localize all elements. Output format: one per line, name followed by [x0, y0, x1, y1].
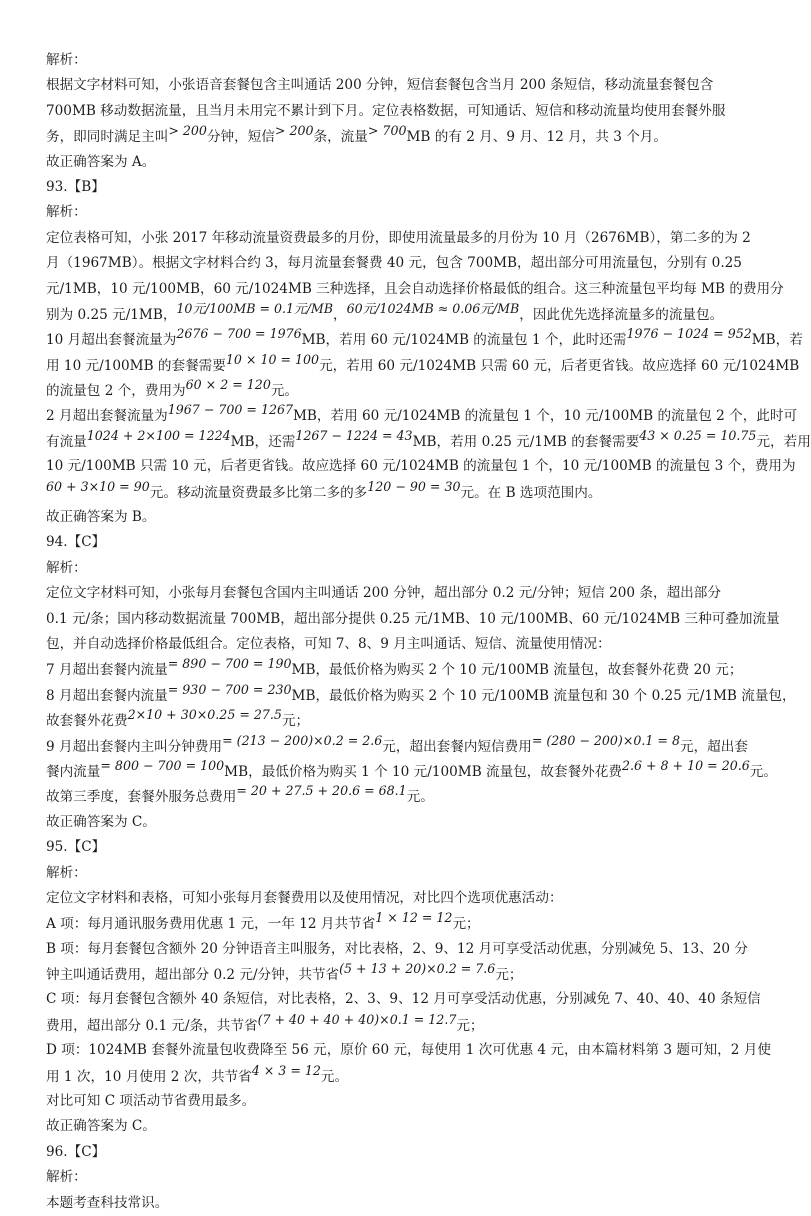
math-expression: 2×10 + 30×0.25 = 27.5: [127, 707, 282, 723]
text-segment: 解析：: [46, 204, 87, 221]
text-line: [46, 454, 796, 479]
text-line: [46, 200, 756, 225]
math-expression: 43 × 0.25 = 10.75: [639, 427, 757, 443]
math-expression: 60元/1024MB ≈ 0.06元/MB: [346, 300, 520, 316]
text-segment: 有流量: [46, 433, 87, 450]
text-line: [46, 150, 756, 175]
text-line: [46, 226, 756, 251]
math-expression: = (213 − 200)×0.2 = 2.6: [222, 732, 383, 748]
text-segment: MB 的有 2 月、9 月、12 月，共 3 个月。: [406, 129, 667, 146]
text-line: [46, 1064, 756, 1089]
text-line: [46, 657, 756, 682]
math-expression: 1 × 12 = 12: [375, 910, 453, 926]
text-segment: 用 1 次，10 月使用 2 次，共节省: [46, 1068, 252, 1085]
text-segment: 95.【C】: [46, 839, 106, 856]
math-expression: 1267 − 1224 = 43: [295, 427, 413, 443]
text-line: [46, 73, 756, 98]
text-segment: 元。: [320, 1068, 349, 1085]
text-segment: 元。移动流量资费最多比第二多的多: [149, 484, 368, 501]
math-expression: 1967 − 700 = 1267: [167, 402, 293, 418]
text-line: [46, 1191, 756, 1216]
text-segment: 条，流量: [313, 129, 368, 146]
text-segment: 分钟，短信: [206, 129, 275, 146]
text-segment: 本题考查科技常识。: [46, 1194, 169, 1211]
math-expression: 10元/100MB = 0.1元/MB: [176, 300, 334, 316]
text-line: [46, 556, 756, 581]
text-segment: 定位文字材料和表格，可知小张每月套餐费用以及使用情况，对比四个选项优惠活动：: [46, 889, 563, 906]
text-segment: 别为 0.25 元/1MB，: [46, 306, 177, 323]
text-line: [46, 937, 756, 962]
text-segment: 元，超出套餐内短信费用: [382, 738, 532, 755]
text-line: [46, 734, 756, 759]
document-body: [46, 48, 811, 1216]
text-segment: 元；: [495, 967, 523, 984]
text-segment: 元。: [749, 763, 777, 780]
text-segment: 解析：: [46, 864, 87, 881]
text-segment: 解析：: [46, 559, 87, 576]
text-segment: 钟主叫通话费用，超出部分 0.2 元/分钟，共节省: [46, 967, 340, 984]
text-segment: ，因此优先选择流量多的流量包。: [519, 306, 724, 323]
text-line: [46, 632, 756, 657]
text-segment: 定位表格可知，小张 2017 年移动流量资费最多的月份，即使用流量最多的月份为 10 月（2676MB），第二多的为 2: [46, 229, 751, 246]
math-expression: 120 − 90 = 30: [367, 478, 461, 494]
text-segment: 8 月超出套餐内流量: [46, 687, 168, 704]
text-line: [46, 1089, 756, 1114]
text-line: [46, 402, 798, 428]
text-segment: 故第三季度，套餐外服务总费用: [46, 789, 237, 806]
text-segment: 对比可知 C 项活动节省费用最多。: [46, 1093, 256, 1110]
text-line: [46, 861, 756, 886]
math-expression: 1024 + 2×100 = 1224: [86, 427, 231, 443]
text-line: [46, 530, 756, 555]
math-expression: 2.6 + 8 + 10 = 20.6: [621, 757, 750, 773]
text-segment: 元，若用: [756, 433, 811, 450]
text-segment: MB，若用 0.25 元/1MB 的套餐需要: [412, 433, 640, 450]
text-line: [46, 886, 756, 911]
math-expression: 60 + 3×10 = 90: [46, 478, 150, 494]
text-segment: 元。: [406, 789, 434, 806]
text-segment: 10 元/100MB 只需 10 元，后者更省钱。故应选择 60 元/1024MB 的流量包 1 个，10 元/100MB 的流量包 3 个，费用为: [46, 458, 796, 475]
text-line: [46, 427, 811, 454]
text-segment: 故套餐外花费: [46, 713, 128, 730]
text-segment: MB，若: [751, 332, 803, 349]
text-line: [46, 1114, 756, 1139]
text-segment: MB，最低价格为购买 2 个 10 元/100MB 流量包，故套餐外花费 20 元；: [291, 662, 743, 679]
text-line: [46, 607, 780, 632]
text-segment: 月（1967MB）。根据文字材料合约 3，每月流量套餐费 40 元，包含 700MB，超出部分可用流量包，分别有 0.25: [46, 255, 742, 272]
text-segment: C 项：每月套餐包含额外 40 条短信，对比表格，2、3、9、12 月可享受活动优惠，分别减免 7、40、40、40 条短信: [46, 991, 761, 1008]
text-line: [46, 581, 756, 606]
text-line: [46, 757, 777, 784]
text-segment: 故正确答案为 C。: [46, 1118, 156, 1135]
text-segment: 解析：: [46, 52, 87, 68]
text-segment: 元。: [270, 383, 299, 400]
math-expression: = 930 − 700 = 230: [167, 681, 292, 697]
math-expression: = 890 − 700 = 190: [167, 656, 292, 672]
text-segment: 元；: [456, 1017, 484, 1034]
math-expression: > 200: [274, 123, 314, 139]
math-expression: (5 + 13 + 20)×0.2 = 7.6: [339, 961, 496, 977]
text-segment: 务，即同时满足主叫: [46, 129, 169, 146]
text-line: [46, 99, 756, 124]
text-line: [46, 351, 800, 378]
text-line: [46, 1140, 756, 1165]
text-segment: 元，超出套: [680, 738, 748, 755]
text-segment: 元；: [281, 713, 310, 730]
text-segment: 2 月超出套餐流量为: [46, 408, 168, 425]
text-segment: MB，还需: [230, 433, 296, 450]
text-line: [46, 784, 756, 809]
text-segment: 解析：: [46, 1169, 87, 1186]
math-expression: 4 × 3 = 12: [251, 1062, 321, 1078]
text-segment: 元；: [452, 916, 480, 933]
text-line: [46, 1165, 756, 1190]
text-segment: MB，最低价格为购买 2 个 10 元/100MB 流量包和 30 个 0.25 元/1MB 流量包，: [291, 687, 796, 704]
text-line: [46, 835, 756, 860]
text-line: [46, 911, 756, 936]
text-line: [46, 708, 756, 733]
text-segment: 定位文字材料可知，小张每月套餐包含国内主叫通话 200 分钟，超出部分 0.2 元/分钟；短信 200 条，超出部分: [46, 585, 721, 602]
math-expression: 2676 − 700 = 1976: [176, 326, 302, 342]
text-line: [46, 681, 796, 708]
text-line: [46, 251, 756, 276]
text-line: [46, 326, 803, 352]
text-segment: 元/1MB，10 元/100MB，60 元/1024MB 三种选择，且会自动选择价格最低的组合。这三种流量包平均每 MB 的费用分: [46, 280, 784, 297]
text-segment: 7 月超出套餐内流量: [46, 662, 168, 679]
math-expression: > 200: [168, 123, 207, 139]
text-line: [46, 48, 756, 73]
text-segment: B 项：每月套餐包含额外 20 分钟语音主叫服务，对比表格，2、9、12 月可享受活动优惠，分别减免 5、13、20 分: [46, 940, 748, 957]
text-segment: ，: [333, 306, 347, 323]
text-segment: MB，若用 60 元/1024MB 的流量包 1 个，此时还需: [301, 332, 627, 349]
math-expression: 10 × 10 = 100: [225, 351, 320, 367]
text-segment: 故正确答案为 C。: [46, 813, 156, 830]
text-segment: 元，若用 60 元/1024MB 只需 60 元，后者更省钱。故应选择 60 元/1024MB: [319, 357, 800, 374]
math-expression: > 700: [367, 123, 407, 139]
text-segment: 94.【C】: [46, 534, 106, 551]
math-expression: 60 × 2 = 120: [185, 377, 271, 393]
math-expression: (7 + 40 + 40 + 40)×0.1 = 12.7: [257, 1011, 457, 1027]
text-segment: 费用，超出部分 0.1 元/条，共节省: [46, 1017, 258, 1034]
text-line: [46, 505, 756, 530]
text-segment: 700MB 移动数据流量，且当月未用完不累计到下月。定位表格数据，可知通话、短信和移动流量均使用套餐外服: [46, 102, 726, 119]
text-segment: D 项：1024MB 套餐外流量包收费降至 56 元，原价 60 元，每使用 1 次可优惠 4 元，由本篇材料第 3 题可知，2 月使: [46, 1042, 771, 1059]
text-segment: MB，最低价格为购买 1 个 10 元/100MB 流量包，故套餐外花费: [224, 763, 622, 780]
text-segment: 的流量包 2 个，费用为: [46, 383, 186, 400]
text-line: [46, 1038, 771, 1063]
text-line: [46, 175, 756, 200]
text-segment: A 项：每月通讯服务费用优惠 1 元，一年 12 月共节省: [46, 916, 376, 933]
text-line: [46, 124, 756, 149]
math-expression: = 800 − 700 = 100: [100, 757, 225, 773]
math-expression: = (280 − 200)×0.1 = 8: [531, 732, 680, 748]
text-line: [46, 378, 756, 403]
text-segment: 元。在 B 选项范围内。: [460, 484, 602, 501]
text-line: [46, 1013, 756, 1038]
text-segment: 93.【B】: [46, 178, 105, 195]
text-line: [46, 480, 756, 505]
text-segment: 用 10 元/100MB 的套餐需要: [46, 357, 226, 374]
text-line: [46, 810, 756, 835]
text-segment: 故正确答案为 B。: [46, 509, 156, 526]
text-line: [46, 987, 761, 1012]
text-line: [46, 277, 784, 302]
text-segment: 餐内流量: [46, 763, 101, 780]
text-segment: 96.【C】: [46, 1143, 106, 1160]
math-expression: = 20 + 27.5 + 20.6 = 68.1: [236, 783, 407, 799]
text-segment: 根据文字材料可知，小张语音套餐包含主叫通话 200 分钟，短信套餐包含当月 200 条短信，移动流量套餐包含: [46, 77, 714, 94]
text-segment: 9 月超出套餐内主叫分钟费用: [46, 738, 223, 755]
text-segment: 10 月超出套餐流量为: [46, 332, 177, 349]
text-segment: 0.1 元/条；国内移动数据流量 700MB，超出部分提供 0.25 元/1MB、10 元/100MB、60 元/1024MB 三种可叠加流量: [46, 610, 780, 627]
text-segment: 故正确答案为 A。: [46, 153, 156, 170]
text-segment: 包，并自动选择价格最低组合。定位表格，可知 7、8、9 月主叫通话、短信、流量使用情况：: [46, 635, 611, 652]
text-line: [46, 962, 756, 987]
text-line: [46, 302, 756, 327]
text-segment: MB，若用 60 元/1024MB 的流量包 1 个，10 元/100MB 的流量包 2 个，此时可: [293, 408, 798, 425]
math-expression: 1976 − 1024 = 952: [626, 326, 752, 342]
